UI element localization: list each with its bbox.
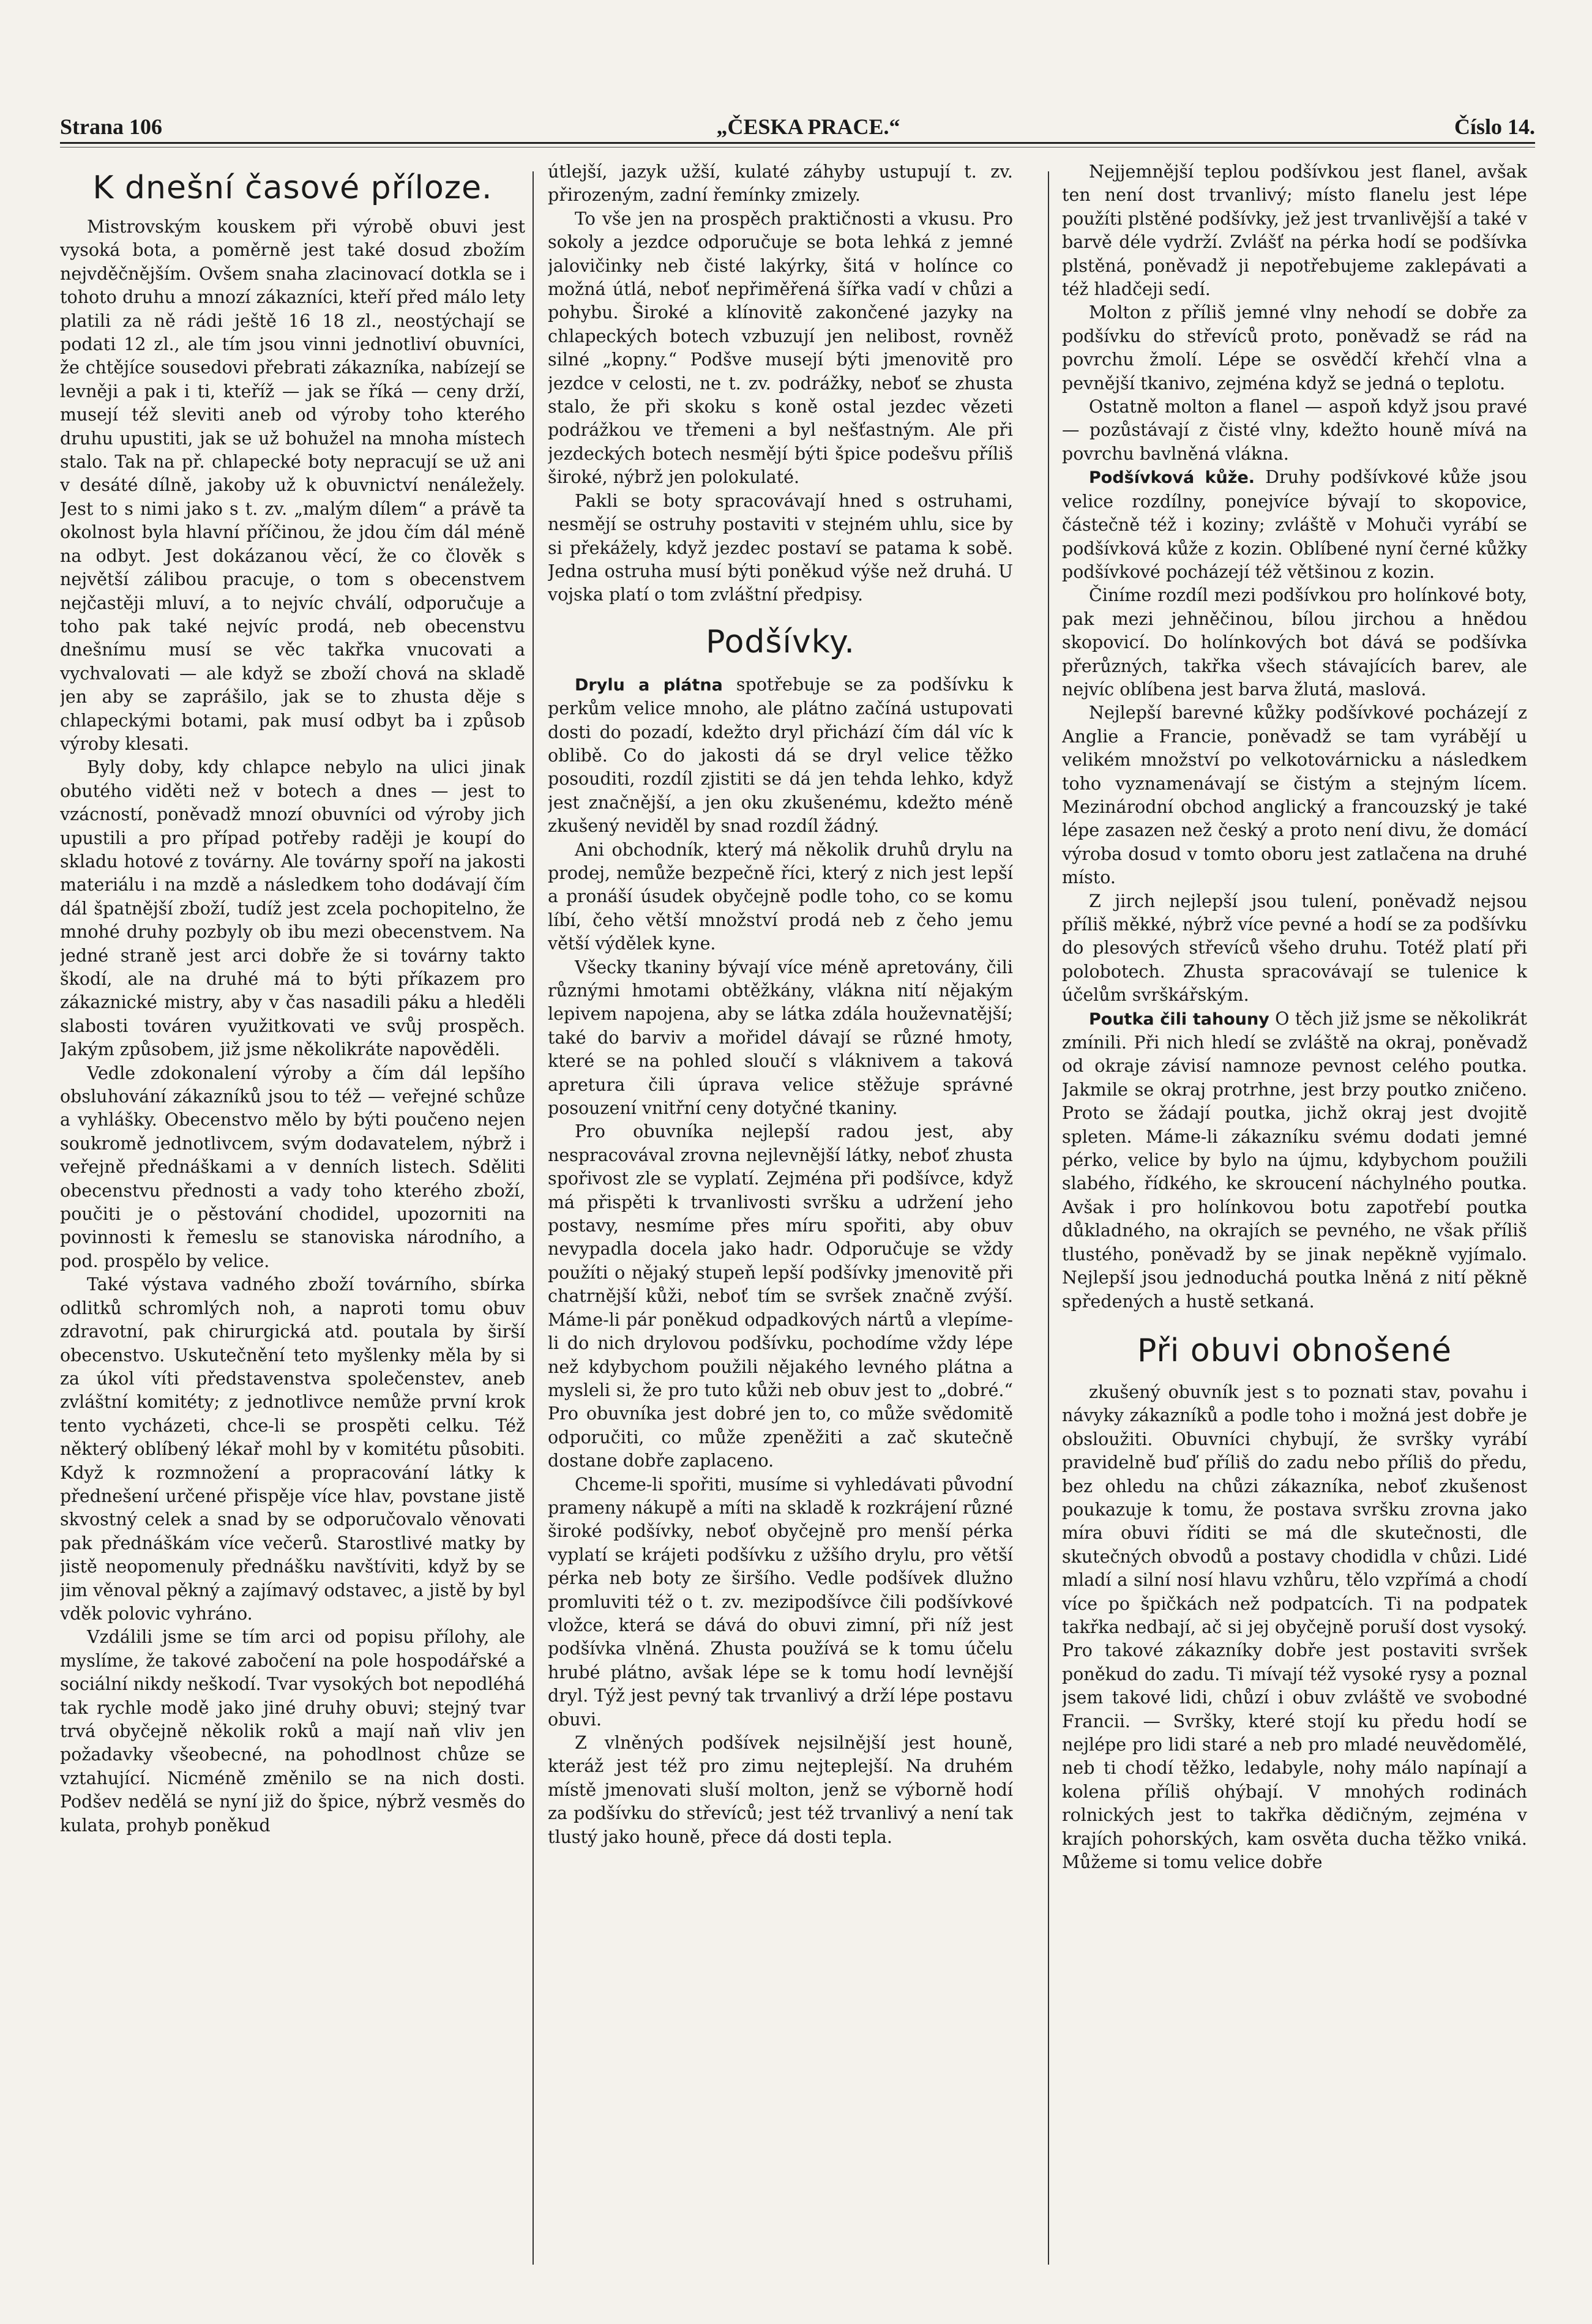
paragraph: Také výstava vadného zboží továrního, sbírka odlitků schromlých noh, a naproti tomu obuv zdravotní, pak chirurgická atd. poutala by širší obecenstvo. Uskutečnění teto myšlenky měla by si za úkol víti představenstva společenstev, aneb zvláštní komitéty; z jednotlivce nemůže první krok tento vycházeti, chce-li se prospěti celku. Též některý oblíbený lékař mohl by v komitétu působiti. Když k rozmnožení a propracování látky k přednešení určené přispěje více hlav, povstane jistě skvostný celek a snad by se odporučovalo věnovati pak přednáškám více večerů. Starostlivé matky by jistě neopomenuly přednášku navštíviti, když by se jim věnoval pěkný a zajímavý odstavec, a jistě by byl vděk polovic vyhráno. (60, 1274, 525, 1624)
header-rule (60, 142, 1535, 144)
lead-term: Drylu a plátna (575, 675, 723, 695)
paragraph: Vzdálili jsme se tím arci od popisu přílohy, ale myslíme, že takové zabočení na pole hospodářské a sociální nikdy neškodí. Tvar vysokých bot nepodléhá tak rychle modě jako jiné druhy obuvi; stejný tvar trvá obyčejně několik roků a mají naň vliv jen požadavky všeobecné, na pohodlnost chůze se vztahující. Nicméně změnilo se na nich dosti. Podšev nedělá se nyní již do špice, nýbrž vesměs do kulata, prohyb poněkud (60, 1627, 525, 1836)
paragraph: Pro obuvníka nejlepší radou jest, aby nespracovával zrovna nejlevnější látky, neboť zhusta spořivost zle se vyplatí. Zejména při podšívce, když má přispěti k trvanlivosti svršku a udržení jeho postavy, nesmíme přes míru spořiti, aby obuv nevypadla docela jako hadr. Odporučuje se vždy použíti o nějaký stupeň lepší podšívky jmenovitě při chatrnější kůži, neboť tím se svršek značně zvýší. Máme-li pár poněkud odpadkových nártů a vlepíme-li do nich drylovou podšívku, pochodíme vždy lépe než kdybychom použili nějakého levného plátna a mysleli si, že pro tuto kůži neb obuv jest to „dobré.“ Pro obuvníka jest dobré jen to, co může svědomitě odporučiti, co může zpeněžiti a zač skutečně dostane dobře zaplaceno. (548, 1121, 1013, 1471)
section-heading: Podšívky. (706, 623, 855, 660)
paragraph: Z jirch nejlepší jsou tulení, poněvadž nejsou příliš měkké, nýbrž více pevné a hodí se za podšívku do plesových střevíců všeho druhu. Totéž platí při polobotech. Zhusta spracovávají se tulenice k účelům svrškářským. (1062, 891, 1527, 1006)
paragraph: Mistrovským kouskem při výrobě obuvi jest vysoká bota, a poměrně jest také dosud zbožím nejvděčnějším. Ovšem snaha zlacinovací dotkla se i tohoto druhu a mnozí zákazníci, kteří před málo lety platili za ně rádi ještě 16 18 zl., neostýchají se podati 12 zl., ale tím jsou vinni jednotliví obuvníci, že chtějíce sousedovi přebrati zákazníka, nabízejí se levněji a pak i ti, kteříž — jak se říká — ceny drží, musejí též sleviti aneb od výroby toho kterého druhu upustiti, jak se už bohužel na mnoha místech stalo. Tak na př. chlapecké boty nepracují se už ani v desáté dílně, jakoby už k obuvnictví nenáležely. Jest to s nimi jako s t. zv. „malým dílem“ a právě ta okolnost byla hlavní příčinou, že jdou čím dál méně na odbyt. Jest dokázanou věcí, že co člověk s největší zálibou pracuje, o tom s obecenstvem nejčastěji mluví, a to nejvíc chválí, odporučuje a toho pak také nejvíc prodá, neb obecenstvu dnešnímu musí se věc takřka vnucovati a vychvalovati — ale když se zboží chová na skladě jen aby se zaprášilo, jak se to zhusta děje s chlapeckými botami, pak musí odbyt ba i způsob výroby klesati. (60, 217, 525, 754)
lead-term: Podšívková kůže. (1089, 468, 1255, 488)
paragraph: Činíme rozdíl mezi podšívkou pro holínkové boty, pak mezi jehněčinou, bílou jirchou a hnědou skopovicí. Do holínkových bot dává se podšívka přerůzných, takřka všech stávajících barev, ale nejvíc oblíbena jest barva žlutá, maslová. (1062, 585, 1527, 700)
paragraph: Všecky tkaniny bývají více méně apretovány, čili různými hmotami obtěžkány, vlákna nití nějakým lepivem napojena, aby se látka zdála houževnatější; také do barviv a mořidel dávají se různé hmoty, které se na pohled sloučí s vláknivem a taková apretura čili úprava velice stěžuje správné posouzení vnitřní ceny dotyčné tkaniny. (548, 957, 1013, 1119)
paragraph: Z vlněných podšívek nejsilnější jest houně, kteráž jest též pro zimu nejteplejší. Na druhém místě jmenovati sluší molton, jenž se výborně hodí za podšívku do střevíců; jest též trvanlivý a není tak tlustý jako houně, přece dá dosti tepla. (548, 1733, 1013, 1847)
page-header (60, 103, 1535, 140)
paragraph: Chceme-li spořiti, musíme si vyhledávati původní prameny nákupě a míti na skladě k rozkrájení různé široké podšívky, neboť obyčejně pro menší pérka vyplatí se krájeti podšívku z užšího drylu, pro větší pérka neb boty ze širšího. Vedle podšívek dlužno promluviti též o t. zv. mezipodšívce čili podšívkové vložce, která se dává do obuvi zimní, při níž jest podšívka vlněná. Zhusta používá se k tomu účelu hrubé plátno, avšak lépe se k tomu hodí levnější dryl. Týž jest pevný tak trvanlivý a drží lépe postavu obuvi. (548, 1474, 1013, 1730)
paragraph-text: spotřebuje se za podšívku k perkům velice mnoho, ale plátno začíná ustupovati dosti do pozadí, kdežto dryl přichází čím dál víc k oblibě. Co do jakosti dá se dryl velice těžko posouditi, rozdíl zjistiti se dá jen tehda lehko, když jest značnější, a jen oku zkušenému, kdežto méně zkušený neviděl by snad rozdíl žádný. (548, 674, 1013, 837)
column-divider (1048, 171, 1049, 2265)
column-1 (60, 160, 525, 2290)
paragraph: útlejší, jazyk užší, kulaté záhyby ustupují t. zv. přirozeným, zadní řemínky zmizely. (548, 162, 1013, 206)
paragraph (1062, 466, 1527, 584)
paragraph: Byly doby, kdy chlapce nebylo na ulici jinak obutého viděti než v botech a dnes — jest to vzácností, poněvadž mnozí obuvníci od výroby jich upustili a pro případ potřeby raději je koupí do skladu hotové z továrny. Ale továrny spoří na jakosti materiálu i na mzdě a následkem toho dodávají čím dál špatnější zboží, tudíž jest zcela pochopitelno, že mnohé druhy pozbyly ob ibu mezi obecenstvem. Na jedné straně jest arci dobře že si továrny takto škodí, ale na druhé má to býti příkazem pro zákaznické mistry, aby v čas nasadili páku a hleděli slabosti továren využitkovati ve svůj prospěch. Jakým způsobem, již jsme několikráte napověděli. (60, 757, 525, 1060)
column-2 (548, 160, 1013, 2290)
section-heading: Při obuvi obnošené (1137, 1332, 1452, 1369)
paragraph: Pakli se boty spracovávají hned s ostruhami, nesmějí se ostruhy postaviti v stejném uhlu, sice by si překážely, když jezdec postaví se patama k sobě. Jedna ostruha musí býti poněkud výše než druhá. U vojska platí o tom zvláštní předpisy. (548, 490, 1013, 605)
paragraph-text: Druhy podšívkové kůže jsou velice rozdílny, ponejvíce bývají to skopovice, částečně též i koziny; zvláště v Mohuči vyrábí se podšívková kůže z kozin. Oblíbené nyní černé kůžky podšívkové pocházejí též většinou z kozin. (1062, 467, 1527, 582)
paragraph (548, 673, 1013, 839)
paragraph: Molton z příliš jemné vlny nehodí se dobře za podšívku do střevíců proto, poněvadž se rád na povrchu žmolí. Lépe se osvědčí křehčí vlna a pevnější tkanivo, zejména když se jedná o teplotu. (1062, 302, 1527, 394)
page-number: Strana 106 (60, 114, 163, 139)
paragraph: Nejjemnější teplou podšívkou jest flanel, avšak ten není dost trvanlivý; místo flanelu jest lépe použíti plstěné podšívky, jež jest trvanlivější a také v barvě déle vydrží. Zvlášť na pérka hodí se podšívka plstěná, poněvadž ji nepotřebujeme zaklepávati a též hladčeji sedí. (1062, 162, 1527, 300)
paragraph (1062, 1007, 1527, 1313)
paragraph: Ostatně molton a flanel — aspoň když jsou pravé — pozůstávají z čisté vlny, kdežto houně mívá na povrchu bavlněná vlákna. (1062, 397, 1527, 464)
paragraph: Vedle zdokonalení výroby a čím dál lepšího obsluhování zákazníků jsou to též — veřejné schůze a vyhlášky. Obecenstvo mělo by býti poučeno nejen soukromě jednotlivcem, svým dodavatelem, nýbrž i veřejně přednáškami a v denních listech. Sděliti obecenstvu přednosti a vady toho kterého zboží, poučiti je o pěstování chodidel, upozorniti na povinnosti k řemeslu se stanoviska národního, a pod. prospělo by velice. (60, 1063, 525, 1271)
column-divider (533, 171, 534, 2265)
paragraph: To vše jen na prospěch praktičnosti a vkusu. Pro sokoly a jezdce odporučuje se bota lehká z jemné jalovičinky neb čisté lakýrky, šitá v holínce co možná útlá, neboť nepřiměřená šířka vadí v chůzi a pohybu. Široké a klínovitě zakončené jazyky na chlapeckých botech vzbuzují jen nelibost, rovněž silné „kopny.“ Podšve musejí býti jmenovitě pro jezdce v celosti, ne t. zv. podrážky, neboť se zhusta stalo, že při skoku s koně ostal jezdec vězeti podrážkou ve třemeni a byl nešťastným. Ale při jezdeckých botech nesmějí býti špice podešvu příliš široké, nýbrž jen polokulaté. (548, 208, 1013, 488)
paragraph: Ani obchodník, který má několik druhů drylu na prodej, nemůže bezpečně říci, který z nich jest lepší a pronáší úsudek obyčejně podle toho, co se komu líbí, čeho větší množství prodá neb z čeho jemu větší výdělek kyne. (548, 839, 1013, 954)
paragraph: Nejlepší barevné kůžky podšívkové pocházejí z Anglie a Francie, poněvadž se tam vyrábějí u velikém množství po velkotovárnicku a následkem toho vyznamenávají se čistým a stejným lícem. Mezinárodní obchod anglický a francouzský je také lépe zasazen než český a proto není divu, že domácí výroba dosud v tomto oboru jest zatlačena na druhé místo. (1062, 703, 1527, 888)
journal-title: „ČESKA PRACE.“ (716, 114, 900, 139)
paragraph: zkušený obuvník jest s to poznati stav, povahu i návyky zákazníků a podle toho i možná jest dobře je obsloužiti. Obuvníci chybují, že svršky vyrábí pravidelně buď příliš do zadu nebo příliš do předu, bez ohledu na chůzi zákazníka, neboť zkušenost poukazuje k tomu, že postava svršku zrovna jako míra obuvi říditi se má dle skutečnosti, dle skutečných obvodů a postavy chodidla v chůzi. Lidé mladí a silní nosí hlavu vzhůru, tělo vzpřímá a chodí více po špičkách než podpatcích. Ti na podpatek takřka nedbají, ač si jej obyčejně poruší dost vysoký. Pro takové zákazníky dobře jest postaviti svršek poněkud do zadu. Ti mívají též vysoké rysy a poznal jsem takové lidi, chůzí i obuv zvláště ve svobodné Francii. — Svršky, které stojí ku předu hodí se nejlépe pro lidi staré a neb pro mladé neuvědomělé, neb ti chodí těžko, ledabyle, nohy málo napínají a kolena příliš ohýbají. V mnohých rodinách rolnických jest to takřka dědičným, zejména v krajích pohorských, kam osvěta ducha těžko vniká. Můžeme si tomu velice dobře (1062, 1381, 1527, 1873)
lead-term: Poutka čili tahouny (1089, 1009, 1269, 1029)
article-heading: K dnešní časové příloze. (92, 170, 493, 206)
column-3 (1062, 160, 1527, 2290)
header-rule-thin (60, 147, 1535, 148)
issue-number: Číslo 14. (1454, 114, 1535, 139)
paragraph-text: O těch již jsme se několikrát zmínili. Při nich hledí se zvláště na okraj, poněvadž od okraje závisí namnoze pevnost celého poutka. Jakmile se okraj protrhne, jest brzy poutko zničeno. Proto se žádají poutka, jichž okraj jest dvojitě spleten. Máme-li zákazníku svému dodati jemné pérko, velice by bylo na újmu, kdybychom použili slabého, řídkého, ke skroucení náchylného poutka. Avšak i pro holínkovou botu zapotřebí poutka důkladného, na okrajích se pevného, ne však příliš tlustého, poněvadž by se jinak nepěkně vyjímalo. Nejlepší jsou jednoduchá poutka lněná z nití pěkně spředených a hustě setkaná. (1062, 1008, 1527, 1312)
